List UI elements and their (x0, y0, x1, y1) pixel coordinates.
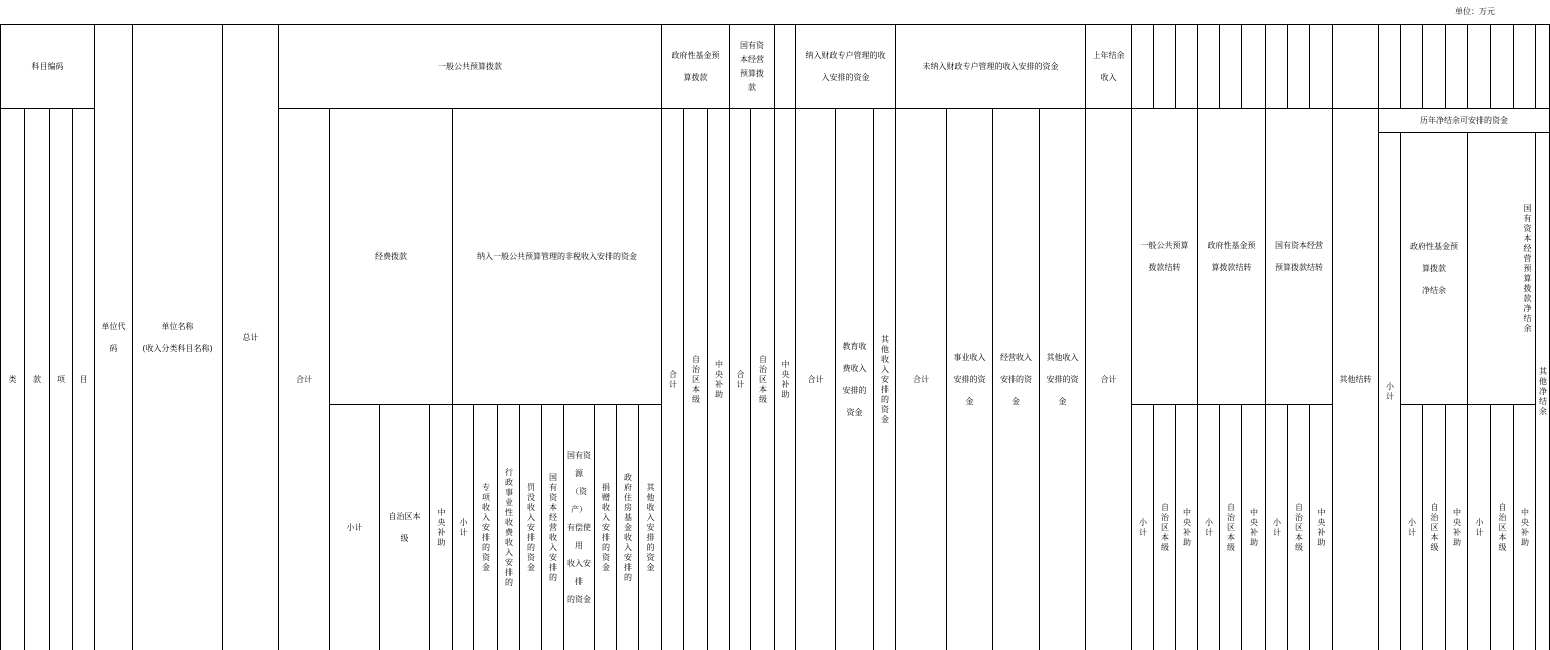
header-non-special: 未纳入财政专户管理的收入安排的资金 (895, 24, 1085, 108)
header-nb-state-capital: 国有资本经营预算拨款净结余 (1467, 132, 1535, 404)
header-blank-5 (1219, 24, 1241, 108)
header-operating: 经费拨款 (329, 108, 452, 404)
header-blank-6 (1241, 24, 1265, 108)
header-carry-general: 一般公共预算 拨款结转 (1131, 108, 1197, 404)
header-blank-17 (1513, 24, 1535, 108)
header-blank-16 (1490, 24, 1513, 108)
header-ns-business: 经营收入 安排的资 金 (992, 108, 1039, 650)
header-nt-special: 专项收入安排的资金 (473, 404, 497, 650)
header-subject-code: 科目编码 (0, 24, 94, 108)
header-blank-2 (1153, 24, 1175, 108)
header-blank-11 (1378, 24, 1400, 108)
header-nbs-region: 自治区本级 (1490, 404, 1513, 650)
header-blank-10 (1332, 24, 1378, 108)
header-sc-total: 合计 (729, 108, 750, 650)
header-other-carry: 其他结转 (1332, 108, 1378, 650)
header-sa-total: 合计 (795, 108, 835, 650)
header-sc-central: 中央补助 (774, 108, 795, 650)
header-unit-name: 单位名称 (收入分类科目名称) (132, 24, 222, 650)
header-blank-7 (1265, 24, 1287, 108)
header-sa-other: 其他收入安排的资金 (873, 108, 895, 650)
header-nbg-central: 中央补助 (1445, 404, 1467, 650)
header-nt-sub: 小计 (452, 404, 473, 650)
header-xiang: 项 (49, 108, 72, 650)
header-unit-code: 单位代 码 (94, 24, 132, 650)
header-gf-region: 自治区本级 (683, 108, 707, 650)
header-blank-1 (1131, 24, 1153, 108)
header-cg-central: 中央补助 (1175, 404, 1197, 650)
header-prior-balance: 上年结余 收入 (1085, 24, 1131, 108)
header-mu: 目 (72, 108, 94, 650)
header-cg-region: 自治区本级 (1153, 404, 1175, 650)
header-cs-region: 自治区本级 (1287, 404, 1309, 650)
header-nt-housing: 政府住房基金收入安排的 (616, 404, 638, 650)
header-blank-8 (1287, 24, 1309, 108)
header-nt-donation: 捐赠收入安排的资金 (594, 404, 616, 650)
header-op-central: 中央补助 (429, 404, 452, 650)
header-nb-gov-fund: 政府性基金预 算拨款 净结余 (1400, 132, 1467, 404)
header-nb-sub: 小计 (1378, 132, 1400, 650)
header-carry-state-capital: 国有资本经营 预算拨款结转 (1265, 108, 1332, 404)
header-blank-3 (1175, 24, 1197, 108)
header-blank-9 (1309, 24, 1332, 108)
header-nontax: 纳入一般公共预算管理的非税收入安排的资金 (452, 108, 661, 404)
header-cs-central: 中央补助 (1309, 404, 1332, 650)
header-carry-gov-fund: 政府性基金预 算拨款结转 (1197, 108, 1265, 404)
header-cs-sub: 小计 (1265, 404, 1287, 650)
header-op-sub: 小计 (329, 404, 379, 650)
header-cf-sub: 小计 (1197, 404, 1219, 650)
header-nt-resource: 国有资源 （资产） 有偿使用 收入安排 的资金 (563, 404, 594, 650)
header-blank-4 (1197, 24, 1219, 108)
header-blank-12 (1400, 24, 1422, 108)
header-total: 总计 (222, 24, 278, 650)
header-state-capital: 国有资 本经营 预算拨 款 (729, 24, 774, 108)
header-op-region: 自治区本 级 (379, 404, 429, 650)
header-lei: 类 (0, 108, 24, 650)
header-sa-edu: 教育收 费收入 安排的 资金 (835, 108, 873, 650)
header-kuan: 款 (24, 108, 49, 650)
header-gf-total: 合计 (661, 108, 683, 650)
header-ns-other: 其他收入 安排的资 金 (1039, 108, 1085, 650)
header-cf-region: 自治区本级 (1219, 404, 1241, 650)
header-spacer-a (774, 24, 795, 108)
header-nbg-region: 自治区本级 (1422, 404, 1445, 650)
header-net-balance: 历年净结余可安排的资金 (1378, 108, 1550, 132)
header-gov-fund: 政府性基金预 算拨款 (661, 24, 729, 108)
header-blank-13 (1422, 24, 1445, 108)
header-nbg-sub: 小计 (1400, 404, 1422, 650)
header-gf-central: 中央补助 (707, 108, 729, 650)
header-nbs-central: 中央补助 (1513, 404, 1535, 650)
header-nb-other: 其他净结余 (1535, 132, 1550, 650)
header-ns-career: 事业收入 安排的资 金 (946, 108, 992, 650)
header-nbs-sub: 小计 (1467, 404, 1490, 650)
header-blank-14 (1445, 24, 1467, 108)
header-cg-sub: 小计 (1131, 404, 1153, 650)
header-ns-total: 合计 (895, 108, 946, 650)
header-blank-15 (1467, 24, 1490, 108)
header-nt-other: 其他收入安排的资金 (638, 404, 661, 650)
header-general-budget: 一般公共预算拨款 (278, 24, 661, 108)
header-nt-admin: 行政事业性收费收入安排的 (497, 404, 519, 650)
unit-label: 单位：万元 (1455, 7, 1495, 16)
header-cf-central: 中央补助 (1241, 404, 1265, 650)
header-pb-total: 合计 (1085, 108, 1131, 650)
header-gp-total: 合计 (278, 108, 329, 650)
header-nt-state-asset: 国有资本经营收入安排的 (541, 404, 563, 650)
header-sc-region: 自治区本级 (750, 108, 774, 650)
header-special-account: 纳入财政专户管理的收 入安排的资金 (795, 24, 895, 108)
header-blank-18 (1535, 24, 1550, 108)
header-nt-fine: 罚没收入安排的资金 (519, 404, 541, 650)
